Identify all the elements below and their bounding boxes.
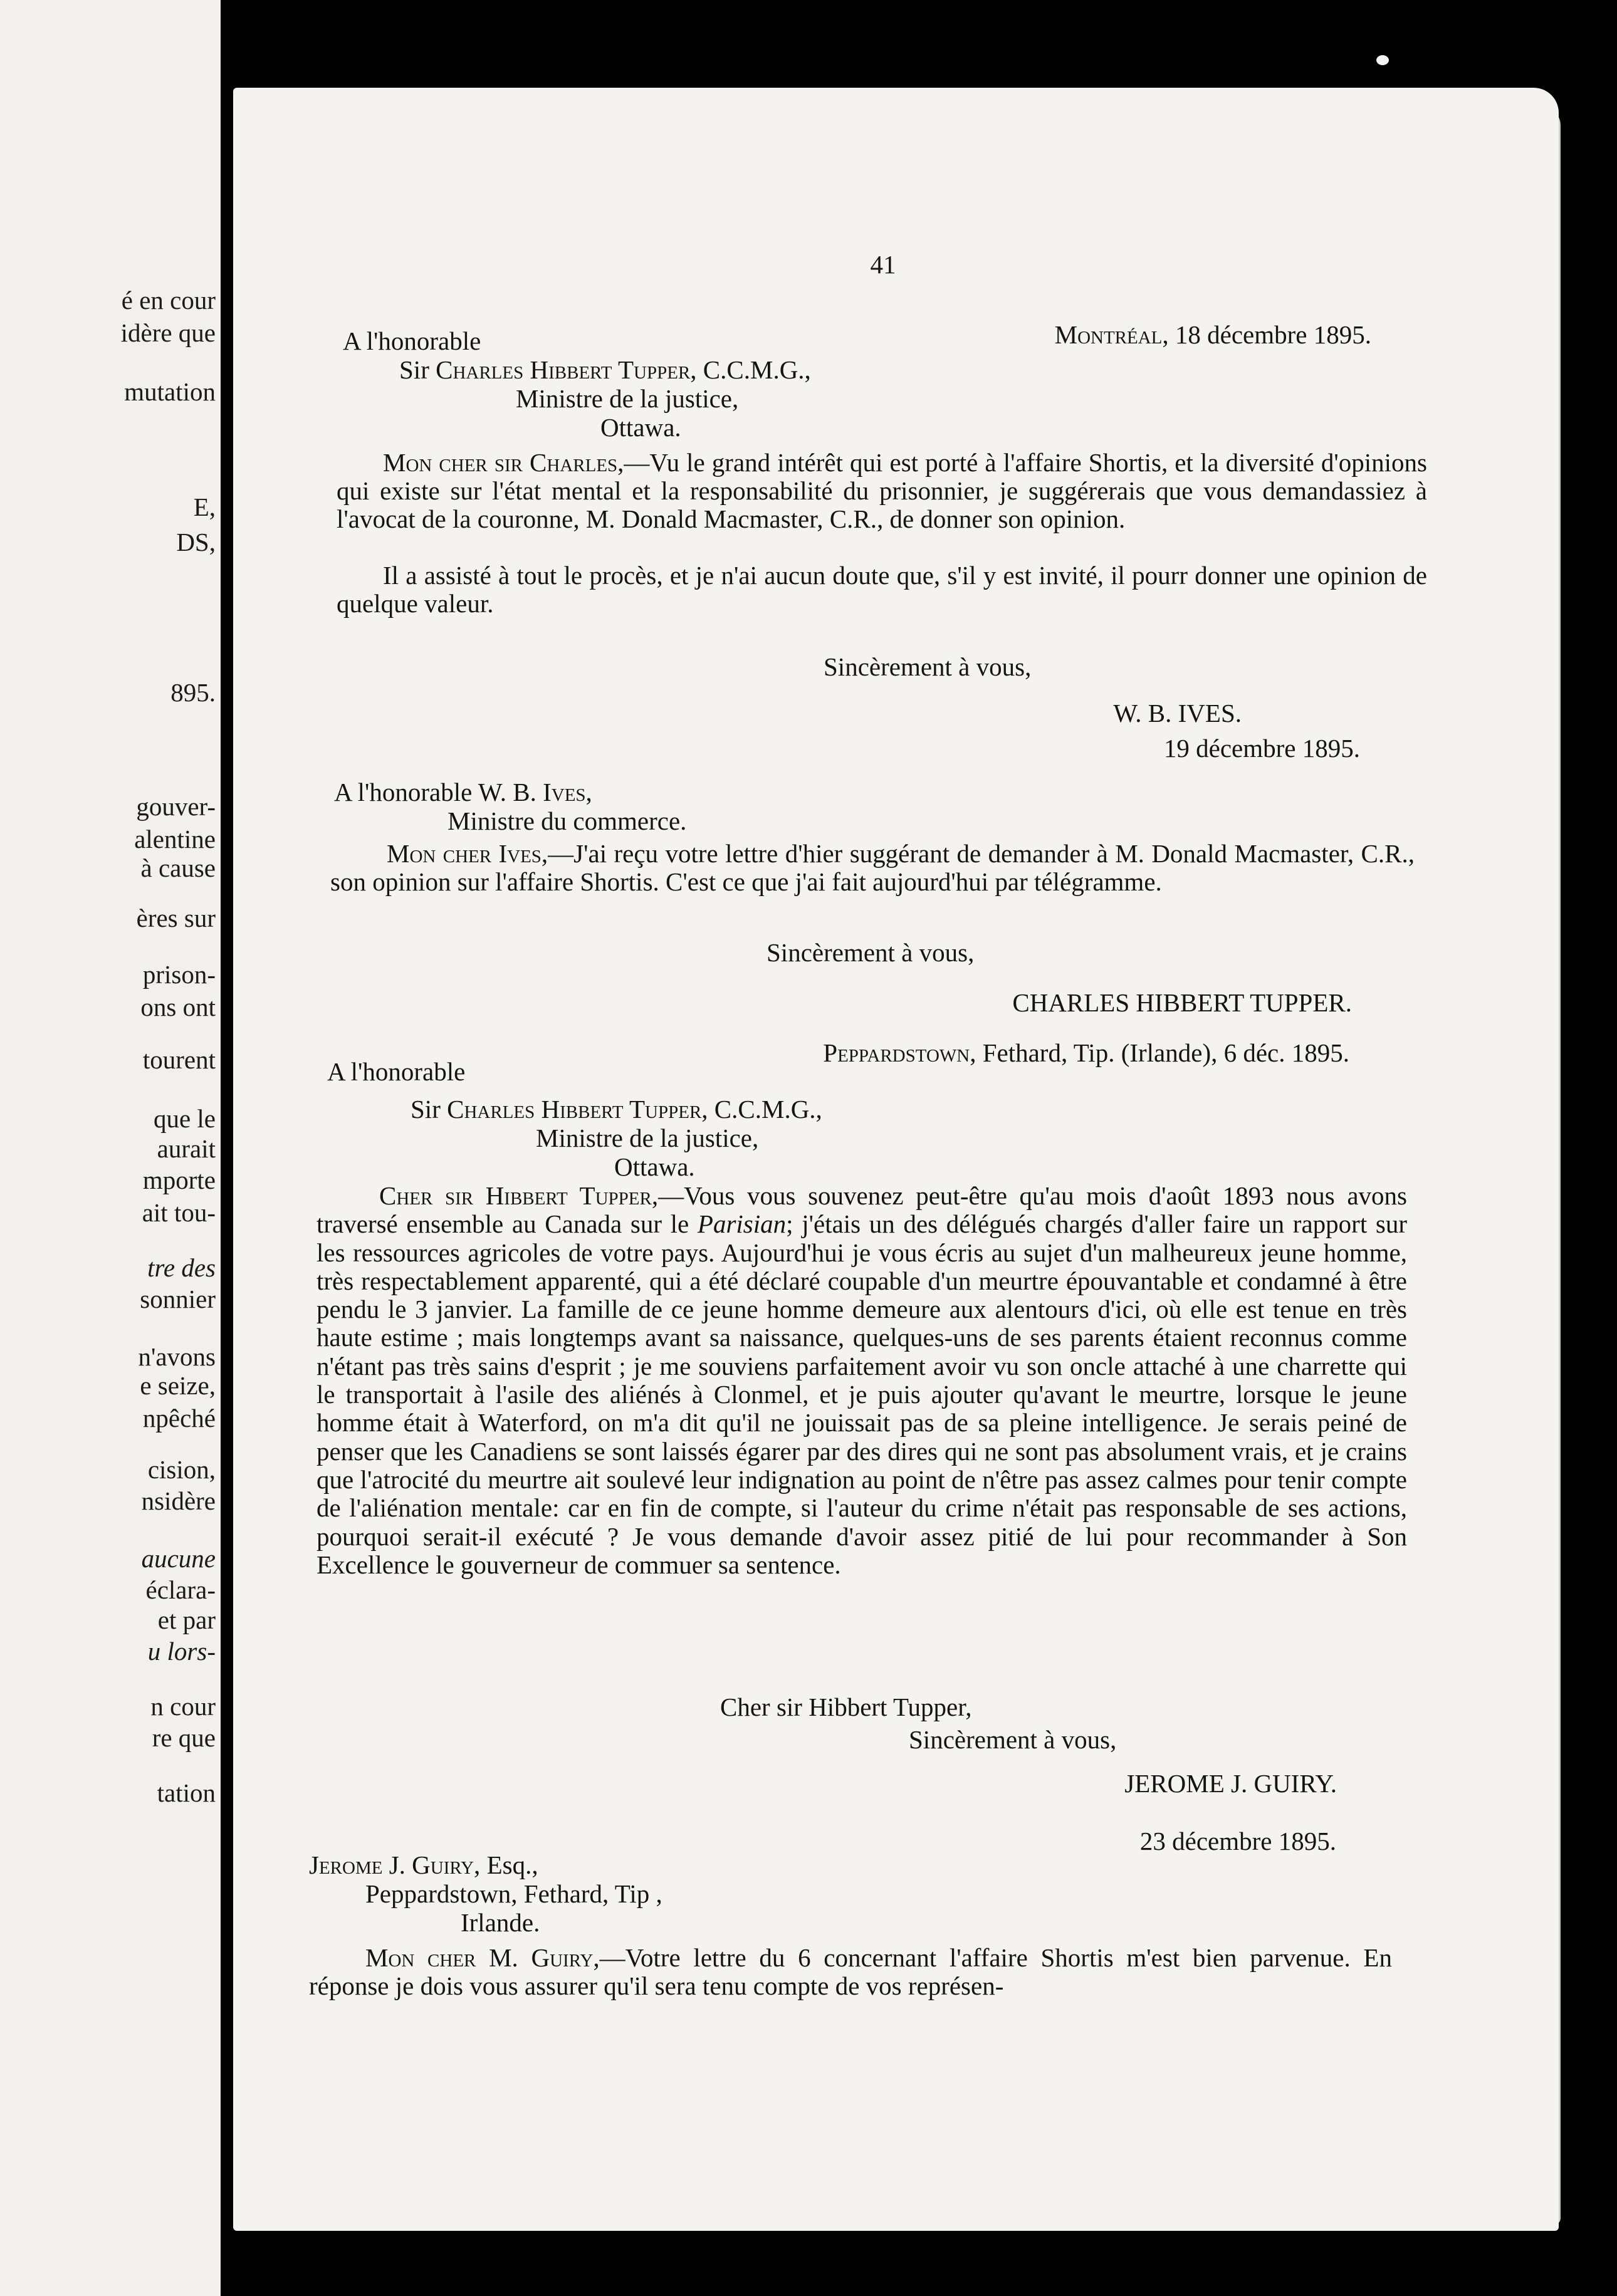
scan-speck bbox=[1376, 55, 1389, 65]
letter4-opening: Mon cher M. Guiry, bbox=[365, 1943, 600, 1972]
letter3-dateline bbox=[823, 1038, 1349, 1068]
document-page bbox=[233, 88, 1559, 2231]
letter3-closing-1: Cher sir Hibbert Tupper, bbox=[720, 1693, 972, 1721]
addressee-name: Charles Hibbert Tupper, bbox=[447, 1095, 708, 1124]
letter2-addressee-office: Ministre du commerce. bbox=[447, 806, 687, 835]
letter2-opening: Mon cher Ives, bbox=[387, 839, 548, 868]
letter2-signature: CHARLES HIBBERT TUPPER. bbox=[1012, 988, 1352, 1017]
letter4-addressee-address: Peppardstown, Fethard, Tip , bbox=[365, 1879, 662, 1908]
letter1-date: 18 décembre 1895. bbox=[1168, 320, 1371, 349]
ship-name: Parisian bbox=[697, 1209, 787, 1239]
letter2-addressee-name bbox=[334, 777, 592, 807]
letter1-paragraph-2 bbox=[337, 561, 1427, 618]
facing-page-fragment bbox=[0, 0, 221, 2296]
letter1-addressee-office: Ministre de la justice, bbox=[516, 384, 739, 413]
addressee-name: Charles Hibbert Tupper, bbox=[436, 355, 697, 384]
facing-page-line: éclara- bbox=[145, 1575, 216, 1604]
facing-page-line: u lors- bbox=[147, 1637, 216, 1666]
facing-page-line: à cause bbox=[140, 853, 216, 882]
letter2-body: —J'ai reçu votre lettre d'hier suggérant de demander à M. Donald Macmaster, C.R., son opinion sur l'affaire Shortis. C'est ce que j'ai fait aujourd'hui par télégramme. bbox=[330, 839, 1415, 896]
facing-page-line: que le bbox=[153, 1104, 216, 1133]
letter4-addressee-country: Irlande. bbox=[461, 1908, 540, 1937]
letter4-paragraph bbox=[309, 1944, 1392, 2000]
letter4-date: 23 décembre 1895. bbox=[1139, 1827, 1336, 1855]
letter3-salutation: A l'honorable bbox=[327, 1057, 466, 1086]
facing-page-line: et par bbox=[157, 1605, 216, 1634]
letter1-closing: Sincèrement à vous, bbox=[824, 652, 1032, 681]
facing-page-line: mutation bbox=[124, 377, 216, 406]
letter1-body-2: Il a assisté à tout le procès, et je n'ai aucun doute que, s'il y est invité, il pourr donner une opinion de quelque valeur. bbox=[337, 561, 1427, 618]
facing-page-line: ons ont bbox=[140, 993, 216, 1021]
facing-page-line: aucune bbox=[141, 1544, 216, 1573]
letter3-date: Fethard, Tip. (Irlande), 6 déc. 1895. bbox=[976, 1038, 1349, 1067]
page-gutter bbox=[221, 0, 233, 2296]
letter3-body-a: —Vous vous souvenez peut-être qu'au mois d'août 1893 nous avons traversé ensemble au Canada sur le bbox=[317, 1181, 1407, 1239]
letter2-closing: Sincèrement à vous, bbox=[767, 938, 975, 967]
facing-page-line: 895. bbox=[170, 678, 216, 707]
addressee-title: Sir bbox=[411, 1095, 447, 1124]
addressee-honours: C.C.M.G., bbox=[696, 355, 811, 384]
letter1-addressee-city: Ottawa. bbox=[600, 413, 681, 442]
letter3-closing-2: Sincèrement à vous, bbox=[909, 1725, 1117, 1754]
facing-page-line: cision, bbox=[147, 1455, 216, 1484]
facing-page-line: npêché bbox=[142, 1404, 216, 1432]
letter3-addressee-city: Ottawa. bbox=[614, 1152, 695, 1181]
letter4-addressee-name bbox=[309, 1850, 538, 1880]
facing-page-line: n cour bbox=[150, 1692, 216, 1721]
addressee-prefix: A l'honorable W. B. bbox=[334, 778, 543, 806]
letter3-place: Peppardstown, bbox=[823, 1038, 976, 1067]
facing-page-line: tation bbox=[157, 1778, 216, 1807]
facing-page-line: DS, bbox=[176, 528, 216, 556]
facing-page-line: tourent bbox=[142, 1045, 216, 1074]
facing-page-line: nsidère bbox=[141, 1486, 216, 1515]
facing-page-line: tre des bbox=[147, 1253, 216, 1282]
facing-page-line: é en cour bbox=[121, 286, 216, 315]
letter1-body: —Vu le grand intérêt qui est porté à l'affaire Shortis, et la diversité d'opinions qui existe sur l'état mental et la responsabilité du prisonnier, je suggérerais que vous demandassiez à l'avocat de la couronne, M. Donald Macmaster, C.R., de donner son opinion. bbox=[337, 448, 1427, 533]
letter1-opening: Mon cher sir Charles, bbox=[383, 448, 624, 477]
letter2-paragraph bbox=[330, 840, 1415, 896]
letter3-opening: Cher sir Hibbert Tupper, bbox=[379, 1181, 659, 1210]
addressee-surname: Ives, bbox=[543, 778, 592, 806]
letter3-addressee-office: Ministre de la justice, bbox=[536, 1124, 759, 1152]
facing-page-line: re que bbox=[152, 1723, 216, 1752]
facing-page-line: idère que bbox=[120, 318, 216, 347]
letter4-body: —Votre lettre du 6 concernant l'affaire Shortis m'est bien parvenue. En réponse je dois vous assurer qu'il sera tenu compte de vos représen- bbox=[309, 1943, 1392, 2000]
addressee-title: Sir bbox=[399, 355, 436, 384]
addressee-name: Jerome J. Guiry, bbox=[309, 1850, 481, 1879]
facing-page-line: mporte bbox=[142, 1166, 216, 1194]
letter1-dateline bbox=[1055, 320, 1371, 350]
facing-page-line: sonnier bbox=[140, 1285, 216, 1313]
letter3-paragraph bbox=[317, 1182, 1407, 1579]
facing-page-line: alentine bbox=[134, 825, 216, 853]
letter3-body-b: ; j'étais un des délégués chargés d'aller faire un rapport sur les ressources agricoles de votre pays. Aujourd'hui je vous écris au sujet d'un malheureux jeune homme, très respectablement apparenté, qui a été déclaré coupable d'un meurtre épouvantable et condamné à être pendu le 3 janvier. La famille de ce jeune homme demeure aux alentours d'ici, où elle est tenue en très haute estime ; mais longtemps avant sa naissance, quelques-uns de ses parents étaient reconnus comme n'étant pas très sains d'esprit ; je me souviens parfaitement avoir vu son oncle attaché à une charrette qui le transportait à l'asile des aliénés à Clonmel, et je puis ajouter qu'avant le meurtre, lorsque le jeune homme était à Waterford, on m'a dit qu'il ne jouissait pas de sa pleine intelligence. Je serais peiné de penser que les Canadiens se sont laissés égarer par des dires qui ne sont pas absolument vrais, et je crains que l'atrocité du meurtre ait soulevé leur indignation au point de n'être pas assez calmes pour tenir compte de l'aliénation mentale: car en fin de compte, si l'auteur du crime n'était pas responsable de ses actions, pourquoi serait-il exécuté ? Je vous demande d'avoir assez pitié de lui pour recommander à Son Excellence le gouverneur de commuer sa sentence. bbox=[317, 1209, 1407, 1579]
facing-page-line: ères sur bbox=[136, 904, 216, 932]
letter2-date: 19 décembre 1895. bbox=[1163, 734, 1360, 763]
letter1-signature: W. B. IVES. bbox=[1113, 699, 1242, 728]
addressee-honours: C.C.M.G., bbox=[708, 1095, 822, 1124]
facing-page-line: aurait bbox=[157, 1134, 216, 1163]
letter3-addressee-name bbox=[411, 1094, 822, 1124]
facing-page-line: n'avons bbox=[138, 1342, 216, 1371]
facing-page-line: ait tou- bbox=[142, 1198, 216, 1227]
letter1-place: Montréal, bbox=[1054, 320, 1169, 349]
letter1-paragraph-1 bbox=[337, 449, 1427, 533]
page-number: 41 bbox=[870, 250, 896, 279]
letter1-addressee-name bbox=[399, 355, 811, 385]
facing-page-line: E, bbox=[193, 493, 216, 521]
facing-page-line: e seize, bbox=[140, 1371, 216, 1400]
facing-page-line: gouver- bbox=[136, 792, 216, 821]
letter1-salutation: A l'honorable bbox=[343, 326, 481, 355]
facing-page-line: prison- bbox=[142, 960, 216, 989]
letter3-signature: JEROME J. GUIRY. bbox=[1124, 1769, 1337, 1798]
addressee-suffix: Esq., bbox=[480, 1850, 538, 1879]
